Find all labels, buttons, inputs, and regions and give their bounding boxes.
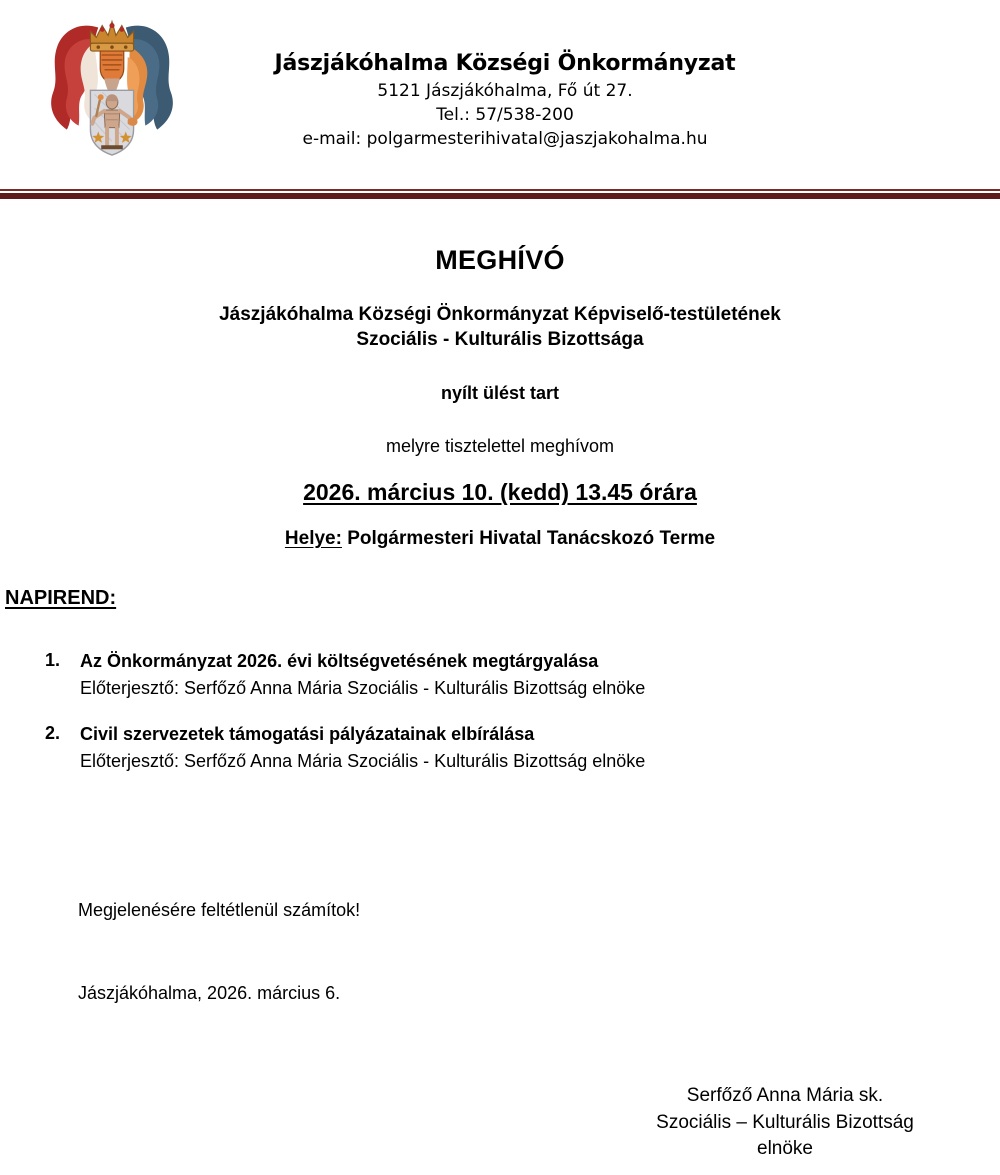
- divider-thick-bar: [0, 193, 1000, 199]
- header-divider: [0, 189, 1000, 199]
- document-body: [0, 205, 1000, 1160]
- agenda-item: [0, 723, 1000, 774]
- session-type: nyílt ülést tart: [440, 382, 560, 403]
- agenda-list: [0, 650, 1000, 795]
- agenda-item-title: Civil szervezetek támogatási pályázatainak elbírálása: [80, 723, 535, 744]
- meeting-venue: [0, 528, 1000, 550]
- agenda-item-body: [0, 650, 1000, 701]
- signatory-role: elnöke: [757, 1138, 813, 1160]
- organization-address: 5121 Jászjákóhalma, Fő út 27.: [377, 80, 633, 101]
- organization-phone: Tel.: 57/538-200: [436, 104, 574, 125]
- invitation-line: melyre tisztelettel meghívom: [385, 435, 615, 456]
- page-title: MEGHÍVÓ: [435, 245, 565, 275]
- signatory-committee: Szociális – Kulturális Bizottság: [656, 1111, 914, 1133]
- signature-block: [585, 1083, 985, 1163]
- agenda-item-number: 1.: [45, 650, 61, 670]
- agenda-heading: NAPIREND:: [5, 587, 117, 609]
- place-and-date: Jászjákóhalma, 2026. március 6.: [78, 983, 341, 1003]
- letterhead: [0, 0, 1000, 186]
- committee-line-2: Szociális - Kulturális Bizottsága: [356, 329, 644, 351]
- meeting-datetime: 2026. március 10. (kedd) 13.45 órára: [303, 478, 697, 505]
- agenda-item-number: 2.: [45, 722, 61, 743]
- agenda-item: [0, 650, 1000, 701]
- agenda-item-title: Az Önkormányzat 2026. évi költségvetésének megtárgyalása: [80, 651, 599, 671]
- agenda-item-body: [0, 723, 1000, 774]
- organization-header: [190, 50, 820, 151]
- signatory-name: Serfőző Anna Mária sk.: [686, 1085, 884, 1106]
- agenda-item-presenter: Előterjesztő: Serfőző Anna Mária Szociális - Kulturális Bizottság elnöke: [80, 678, 646, 699]
- venue-label: Helye:: [284, 527, 342, 549]
- venue-value: Polgármesteri Hivatal Tanácskozó Terme: [347, 527, 716, 549]
- committee-heading: [0, 302, 1000, 353]
- coat-of-arms-icon: [33, 4, 191, 159]
- committee-line-1: Jászjákóhalma Községi Önkormányzat Képviselő-testületének: [219, 304, 781, 325]
- agenda-item-presenter: Előterjesztő: Serfőző Anna Mária Szociális - Kulturális Bizottság elnöke: [80, 750, 646, 771]
- organization-name: Jászjákóhalma Községi Önkormányzat: [274, 51, 736, 76]
- attendance-note: Megjelenésére feltétlenül számítok!: [78, 900, 361, 920]
- organization-email: e-mail: polgarmesterihivatal@jaszjakohalma.hu: [302, 128, 708, 149]
